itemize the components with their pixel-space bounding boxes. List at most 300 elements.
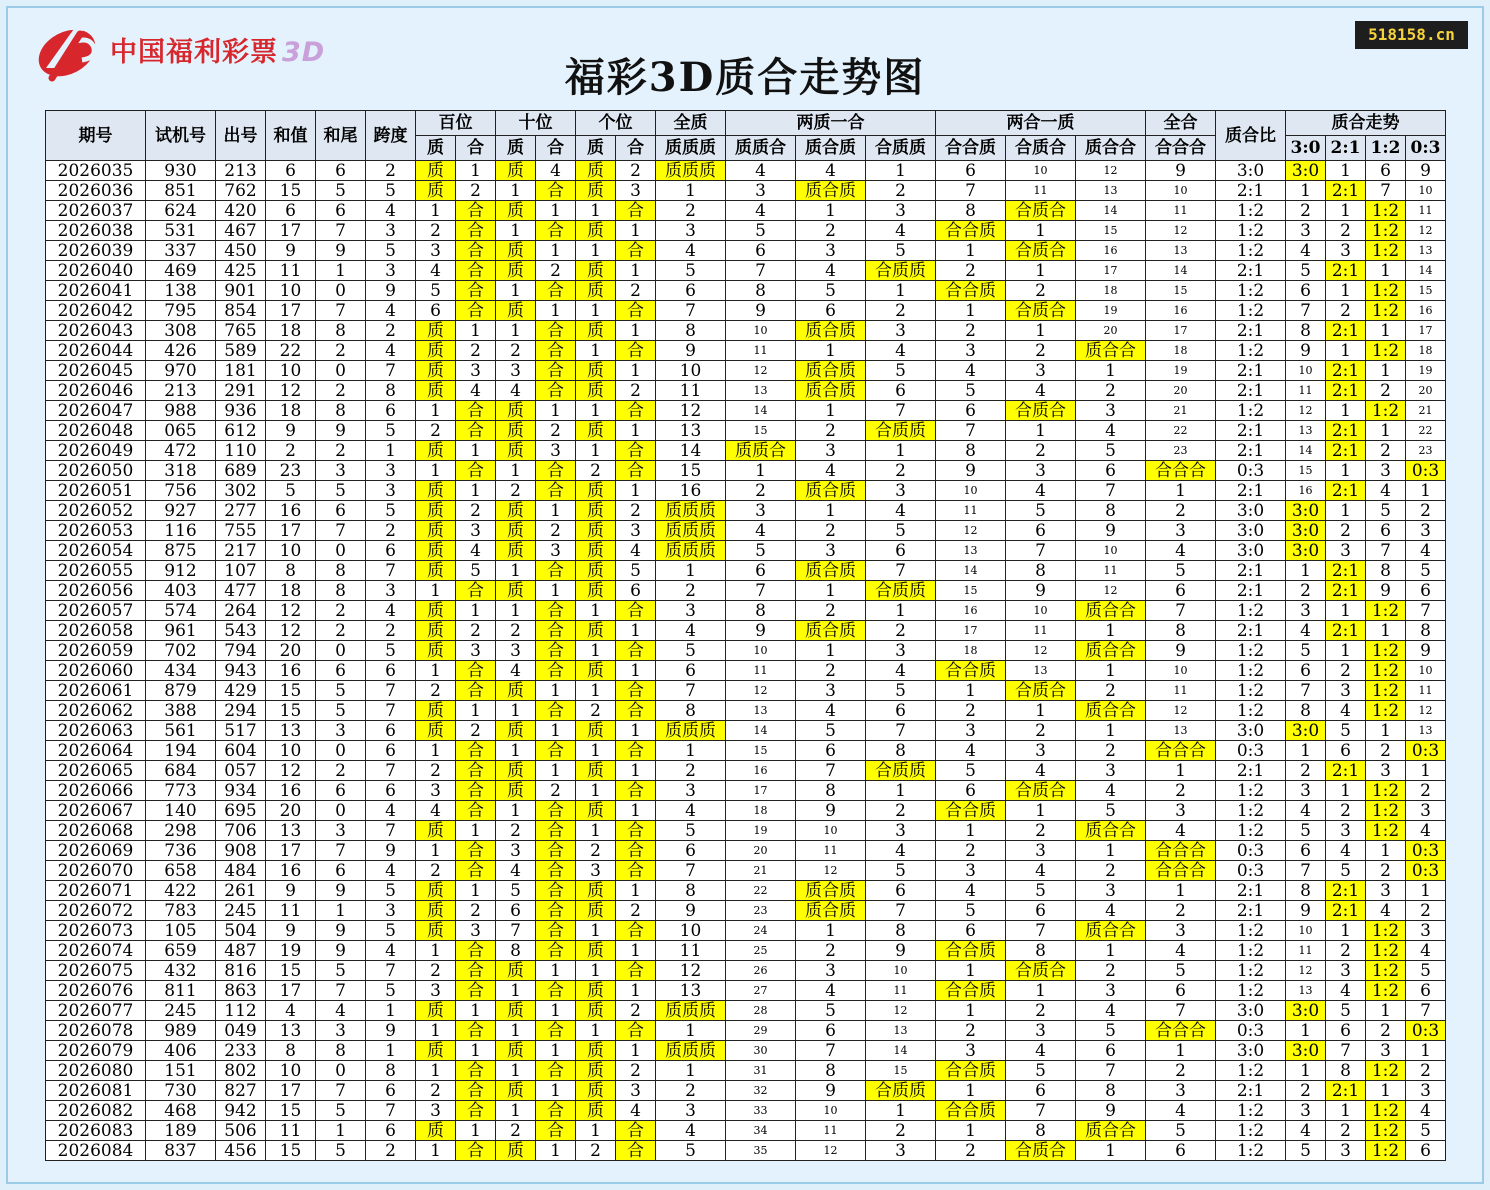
table-cell: 9	[1006, 581, 1076, 601]
table-cell: 298	[146, 821, 216, 841]
table-cell: 0:3	[1216, 841, 1286, 861]
table-cell: 420	[216, 201, 266, 221]
table-cell: 5	[1076, 801, 1146, 821]
table-cell: 5	[1326, 721, 1366, 741]
table-cell: 合合质	[936, 221, 1006, 241]
table-cell: 合合质	[936, 801, 1006, 821]
table-cell: 7	[1366, 541, 1406, 561]
subcolumn-header: 合	[536, 136, 576, 161]
table-cell: 4	[1326, 981, 1366, 1001]
table-cell: 5	[656, 641, 726, 661]
table-cell: 11	[796, 841, 866, 861]
table-cell: 1:2	[1366, 241, 1406, 261]
table-cell: 1	[456, 481, 496, 501]
table-cell: 1:2	[1216, 941, 1286, 961]
table-cell: 13	[1006, 661, 1076, 681]
table-cell: 质	[496, 581, 536, 601]
table-cell: 11	[936, 501, 1006, 521]
table-cell: 2:1	[1326, 421, 1366, 441]
table-cell: 质	[496, 1041, 536, 1061]
table-cell: 1	[616, 481, 656, 501]
table-cell: 2	[456, 181, 496, 201]
table-cell: 6	[366, 721, 416, 741]
table-cell: 2	[1366, 1021, 1406, 1041]
header-row-groups	[46, 111, 1446, 136]
table-cell: 质	[496, 301, 536, 321]
table-cell: 3	[1006, 461, 1076, 481]
table-cell: 5	[416, 281, 456, 301]
table-cell: 质合合	[1076, 921, 1146, 941]
table-cell: 2	[456, 621, 496, 641]
table-cell: 1	[416, 581, 456, 601]
table-row	[46, 1061, 1446, 1081]
table-cell: 3	[416, 241, 456, 261]
table-cell: 13	[1286, 981, 1326, 1001]
table-cell: 12	[796, 861, 866, 881]
table-cell: 3	[866, 481, 936, 501]
table-cell: 质	[496, 241, 536, 261]
table-cell: 11	[866, 981, 936, 1001]
table-cell: 3	[416, 1101, 456, 1121]
table-row	[46, 401, 1446, 421]
table-cell: 472	[146, 441, 216, 461]
table-cell: 2	[936, 261, 1006, 281]
table-cell: 1	[316, 1121, 366, 1141]
table-cell: 0	[316, 281, 366, 301]
table-cell: 2	[1326, 801, 1366, 821]
table-cell: 1	[616, 721, 656, 741]
table-cell: 16	[266, 661, 316, 681]
table-cell: 4	[1076, 901, 1146, 921]
table-cell: 5	[366, 501, 416, 521]
table-row	[46, 281, 1446, 301]
table-cell: 2	[496, 481, 536, 501]
table-cell: 2:1	[1216, 181, 1286, 201]
table-cell: 604	[216, 741, 266, 761]
table-cell: 1	[456, 161, 496, 181]
table-cell: 1:2	[1366, 1101, 1406, 1121]
table-cell: 7	[936, 421, 1006, 441]
table-cell: 1	[726, 461, 796, 481]
table-cell: 7	[1146, 601, 1216, 621]
table-cell: 189	[146, 1121, 216, 1141]
table-cell: 3	[936, 341, 1006, 361]
table-cell: 5	[1146, 961, 1216, 981]
table-cell: 10	[1406, 181, 1446, 201]
table-cell: 2026052	[46, 501, 146, 521]
table-cell: 17	[1076, 261, 1146, 281]
table-cell: 11	[656, 941, 726, 961]
subcolumn-header: 质	[576, 136, 616, 161]
column-header: 两质一合	[726, 111, 936, 136]
table-cell: 2	[456, 341, 496, 361]
table-cell: 2026043	[46, 321, 146, 341]
table-cell: 2	[366, 321, 416, 341]
table-cell: 合合合	[1146, 461, 1216, 481]
table-cell: 1	[1326, 781, 1366, 801]
table-cell: 33	[726, 1101, 796, 1121]
table-cell: 3	[416, 781, 456, 801]
table-cell: 756	[146, 481, 216, 501]
table-cell: 3	[366, 481, 416, 501]
table-cell: 5	[1006, 881, 1076, 901]
table-cell: 3:0	[1286, 541, 1326, 561]
table-cell: 9	[656, 901, 726, 921]
table-cell: 1	[1326, 921, 1366, 941]
table-cell: 1	[416, 461, 456, 481]
table-cell: 12	[1406, 221, 1446, 241]
table-cell: 2	[866, 1121, 936, 1141]
table-cell: 3:0	[1286, 1001, 1326, 1021]
table-cell: 2026056	[46, 581, 146, 601]
table-cell: 1:2	[1216, 401, 1286, 421]
table-cell: 2	[416, 1081, 456, 1101]
table-cell: 合	[456, 681, 496, 701]
table-cell: 1	[1286, 561, 1326, 581]
table-cell: 1	[576, 681, 616, 701]
table-cell: 合	[616, 681, 656, 701]
table-row	[46, 541, 1446, 561]
table-cell: 1	[1006, 701, 1076, 721]
table-cell: 3	[456, 641, 496, 661]
table-cell: 1:2	[1366, 661, 1406, 681]
table-cell: 1	[1146, 881, 1216, 901]
table-cell: 17	[266, 521, 316, 541]
table-body	[46, 161, 1446, 1161]
table-cell: 15	[1076, 221, 1146, 241]
table-cell: 1	[936, 1081, 1006, 1101]
table-cell: 11	[1286, 941, 1326, 961]
table-cell: 合质合	[1006, 781, 1076, 801]
table-cell: 1:2	[1216, 221, 1286, 241]
table-cell: 3	[616, 521, 656, 541]
table-cell: 2	[316, 441, 366, 461]
table-cell: 质	[496, 1081, 536, 1101]
table-cell: 2026071	[46, 881, 146, 901]
table-cell: 684	[146, 761, 216, 781]
table-cell: 1	[616, 881, 656, 901]
table-cell: 1:2	[1366, 801, 1406, 821]
table-cell: 3	[366, 261, 416, 281]
table-cell: 14	[726, 401, 796, 421]
table-cell: 4	[1406, 941, 1446, 961]
table-cell: 7	[936, 181, 1006, 201]
table-cell: 9	[1406, 641, 1446, 661]
table-cell: 质	[416, 901, 456, 921]
table-cell: 1	[1406, 881, 1446, 901]
table-cell: 合质合	[1006, 401, 1076, 421]
table-cell: 432	[146, 961, 216, 981]
table-cell: 30	[726, 1041, 796, 1061]
table-row	[46, 621, 1446, 641]
table-cell: 17	[1406, 321, 1446, 341]
table-cell: 7	[1286, 861, 1326, 881]
table-cell: 合合合	[1146, 861, 1216, 881]
table-cell: 1	[1366, 261, 1406, 281]
table-cell: 3	[1286, 221, 1326, 241]
table-cell: 1	[936, 1121, 1006, 1141]
table-cell: 2	[1076, 681, 1146, 701]
table-cell: 合	[456, 841, 496, 861]
table-cell: 质	[496, 421, 536, 441]
table-cell: 2	[316, 621, 366, 641]
table-cell: 1	[496, 1101, 536, 1121]
table-cell: 5	[366, 241, 416, 261]
table-cell: 7	[1006, 921, 1076, 941]
table-cell: 1:2	[1216, 301, 1286, 321]
table-cell: 12	[266, 761, 316, 781]
table-cell: 6	[1006, 521, 1076, 541]
table-cell: 9	[1286, 901, 1326, 921]
column-header: 质合走势	[1286, 111, 1446, 136]
table-cell: 3	[1076, 881, 1146, 901]
table-cell: 3	[656, 1101, 726, 1121]
table-cell: 1:2	[1366, 601, 1406, 621]
table-row	[46, 221, 1446, 241]
table-cell: 合合质	[936, 981, 1006, 1001]
table-cell: 3	[1406, 921, 1446, 941]
table-cell: 4	[1006, 761, 1076, 781]
table-cell: 3:0	[1216, 521, 1286, 541]
table-cell: 合	[456, 961, 496, 981]
table-cell: 2026069	[46, 841, 146, 861]
table-cell: 质	[416, 361, 456, 381]
table-cell: 2	[496, 341, 536, 361]
table-cell: 927	[146, 501, 216, 521]
table-cell: 5	[1006, 1061, 1076, 1081]
table-cell: 2	[796, 221, 866, 241]
table-cell: 16	[266, 781, 316, 801]
table-cell: 589	[216, 341, 266, 361]
table-cell: 质	[416, 341, 456, 361]
table-cell: 4	[416, 261, 456, 281]
table-cell: 质	[576, 621, 616, 641]
table-cell: 1	[796, 201, 866, 221]
table-cell: 1	[616, 361, 656, 381]
table-cell: 合	[536, 841, 576, 861]
table-cell: 755	[216, 521, 266, 541]
table-cell: 13	[1406, 241, 1446, 261]
table-cell: 318	[146, 461, 216, 481]
table-cell: 2	[936, 321, 1006, 341]
table-cell: 6	[866, 541, 936, 561]
table-cell: 6	[1006, 1081, 1076, 1101]
table-cell: 2026060	[46, 661, 146, 681]
table-cell: 1	[456, 701, 496, 721]
table-cell: 1	[1006, 261, 1076, 281]
table-cell: 合	[536, 881, 576, 901]
table-cell: 2:1	[1216, 481, 1286, 501]
table-cell: 2	[1076, 381, 1146, 401]
table-cell: 3	[1006, 361, 1076, 381]
table-cell: 合质质	[866, 761, 936, 781]
table-cell: 6	[1146, 981, 1216, 1001]
table-cell: 112	[216, 1001, 266, 1021]
table-cell: 1	[616, 981, 656, 1001]
table-cell: 质	[576, 1101, 616, 1121]
table-cell: 2	[1076, 961, 1146, 981]
table-cell: 1	[496, 1061, 536, 1081]
table-cell: 24	[726, 921, 796, 941]
table-cell: 2	[1006, 721, 1076, 741]
table-cell: 2026035	[46, 161, 146, 181]
table-cell: 11	[266, 1121, 316, 1141]
table-cell: 1	[576, 1021, 616, 1041]
table-cell: 合合质	[936, 1061, 1006, 1081]
table-cell: 9	[796, 801, 866, 821]
table-row	[46, 181, 1446, 201]
table-cell: 合	[456, 661, 496, 681]
table-cell: 5	[316, 1141, 366, 1161]
table-cell: 23	[266, 461, 316, 481]
table-cell: 合合质	[936, 281, 1006, 301]
table-cell: 合	[536, 641, 576, 661]
table-cell: 合	[616, 461, 656, 481]
table-cell: 质	[496, 1141, 536, 1161]
table-cell: 2026062	[46, 701, 146, 721]
table-cell: 9	[1076, 521, 1146, 541]
table-cell: 合	[456, 861, 496, 881]
table-cell: 4	[316, 1001, 366, 1021]
table-cell: 3	[796, 441, 866, 461]
table-cell: 1	[1366, 841, 1406, 861]
table-cell: 1:2	[1366, 821, 1406, 841]
table-cell: 3	[656, 781, 726, 801]
table-cell: 2026059	[46, 641, 146, 661]
table-cell: 3	[1146, 521, 1216, 541]
subcolumn-header: 质	[496, 136, 536, 161]
table-cell: 12	[796, 1141, 866, 1161]
table-cell: 合	[616, 1141, 656, 1161]
table-cell: 4	[936, 361, 1006, 381]
table-cell: 13	[866, 1021, 936, 1041]
table-cell: 11	[266, 261, 316, 281]
table-cell: 2026051	[46, 481, 146, 501]
table-cell: 2:1	[1326, 621, 1366, 641]
table-cell: 1:2	[1366, 221, 1406, 241]
table-cell: 5	[936, 901, 1006, 921]
table-cell: 181	[216, 361, 266, 381]
table-cell: 质合合	[1076, 821, 1146, 841]
site-badge: 518158.cn	[1355, 21, 1468, 49]
table-cell: 4	[726, 521, 796, 541]
table-cell: 1	[536, 501, 576, 521]
table-cell: 23	[1406, 441, 1446, 461]
table-cell: 22	[726, 881, 796, 901]
table-row	[46, 1081, 1446, 1101]
table-cell: 13	[1146, 241, 1216, 261]
table-cell: 3	[866, 641, 936, 661]
table-cell: 4	[796, 981, 866, 1001]
table-cell: 12	[866, 1001, 936, 1021]
table-cell: 质	[576, 281, 616, 301]
table-cell: 质	[416, 821, 456, 841]
table-cell: 质	[416, 621, 456, 641]
table-cell: 合合合	[1146, 741, 1216, 761]
table-cell: 1	[456, 1121, 496, 1141]
table-row	[46, 421, 1446, 441]
subcolumn-header: 质	[416, 136, 456, 161]
table-cell: 11	[1406, 681, 1446, 701]
table-cell: 质	[576, 1081, 616, 1101]
table-cell: 7	[866, 401, 936, 421]
table-cell: 2:1	[1326, 581, 1366, 601]
table-cell: 4	[866, 841, 936, 861]
table-cell: 6	[796, 741, 866, 761]
table-cell: 1	[496, 801, 536, 821]
table-cell: 3	[866, 201, 936, 221]
table-cell: 8	[266, 561, 316, 581]
table-cell: 1	[616, 261, 656, 281]
table-cell: 4	[936, 881, 1006, 901]
table-cell: 1	[616, 801, 656, 821]
table-cell: 1	[416, 401, 456, 421]
table-cell: 783	[146, 901, 216, 921]
table-cell: 合	[616, 861, 656, 881]
table-cell: 合	[616, 341, 656, 361]
table-cell: 合	[616, 641, 656, 661]
table-cell: 1:2	[1366, 781, 1406, 801]
table-cell: 2026080	[46, 1061, 146, 1081]
table-cell: 17	[266, 221, 316, 241]
table-cell: 0	[316, 801, 366, 821]
table-cell: 17	[936, 621, 1006, 641]
table-cell: 1	[1286, 741, 1326, 761]
table-cell: 1:2	[1216, 981, 1286, 1001]
table-cell: 4	[496, 861, 536, 881]
table-cell: 12	[1406, 701, 1446, 721]
table-cell: 合质合	[1006, 1141, 1076, 1161]
table-cell: 11	[656, 381, 726, 401]
table-cell: 合	[536, 361, 576, 381]
table-cell: 10	[1406, 661, 1446, 681]
table-cell: 5	[616, 561, 656, 581]
table-cell: 5	[366, 881, 416, 901]
table-cell: 2:1	[1216, 901, 1286, 921]
table-cell: 19	[1146, 361, 1216, 381]
table-cell: 12	[1286, 401, 1326, 421]
table-cell: 659	[146, 941, 216, 961]
table-cell: 5	[1076, 1021, 1146, 1041]
table-cell: 2	[576, 701, 616, 721]
table-cell: 5	[936, 761, 1006, 781]
table-cell: 14	[1076, 201, 1146, 221]
table-cell: 6	[366, 401, 416, 421]
table-cell: 合	[536, 701, 576, 721]
table-cell: 3	[1076, 401, 1146, 421]
table-row	[46, 321, 1446, 341]
table-cell: 7	[1286, 681, 1326, 701]
table-cell: 6	[1406, 981, 1446, 1001]
table-cell: 1	[1326, 461, 1366, 481]
table-cell: 13	[656, 981, 726, 1001]
table-cell: 13	[266, 1021, 316, 1041]
table-cell: 17	[726, 781, 796, 801]
table-cell: 15	[726, 741, 796, 761]
table-cell: 936	[216, 401, 266, 421]
table-cell: 107	[216, 561, 266, 581]
table-cell: 合合合	[1146, 841, 1216, 861]
subcolumn-header: 1:2	[1366, 136, 1406, 161]
table-cell: 3	[496, 841, 536, 861]
table-cell: 22	[266, 341, 316, 361]
column-header: 个位	[576, 111, 656, 136]
table-cell: 质质合	[726, 441, 796, 461]
table-cell: 504	[216, 921, 266, 941]
table-cell: 2	[1006, 441, 1076, 461]
column-header: 十位	[496, 111, 576, 136]
table-cell: 4	[366, 341, 416, 361]
